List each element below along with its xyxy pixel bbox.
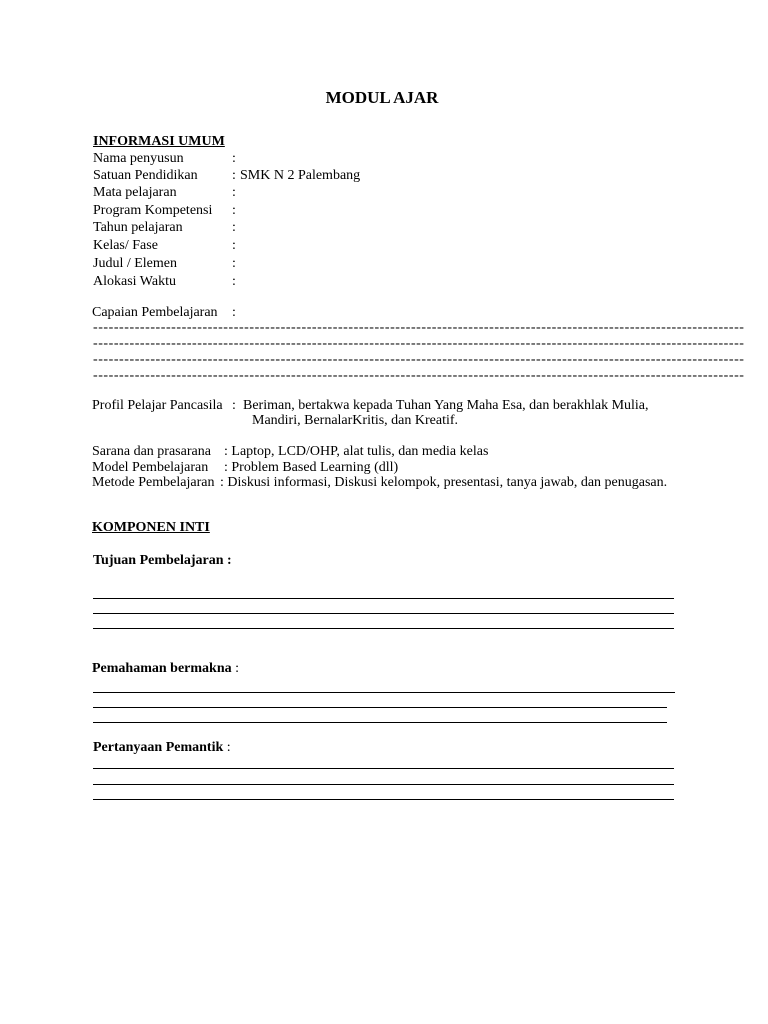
pemahaman-blank-line — [93, 722, 667, 723]
field-label-program-kompetensi: Program Kompetensi — [93, 203, 213, 218]
field-label-tahun-pelajaran: Tahun pelajaran — [93, 220, 183, 235]
profil-value-line1: Beriman, bertakwa kepada Tuhan Yang Maha Esa, dan berakhlak Mulia, — [243, 398, 649, 413]
tujuan-blank-line — [93, 628, 674, 629]
tujuan-label: Tujuan Pembelajaran : — [93, 553, 232, 568]
pemahaman-row — [92, 661, 239, 677]
section-heading-komponen-inti: KOMPONEN INTI — [92, 520, 210, 535]
metode-value: : Diskusi informasi, Diskusi kelompok, presentasi, tanya jawab, dan penugasan. — [220, 475, 668, 490]
model-label: Model Pembelajaran — [92, 460, 209, 475]
capaian-label: Capaian Pembelajaran — [92, 305, 218, 320]
field-label-nama-penyusun: Nama penyusun — [93, 151, 184, 166]
pertanyaan-blank-line — [93, 768, 674, 769]
capaian-colon: : — [232, 305, 236, 320]
model-value: : Problem Based Learning (dll) — [224, 460, 399, 475]
capaian-dash-line: ----------------------------------------------------------------------------------------------------------------------------- — [93, 352, 745, 367]
pemahaman-blank-line — [93, 692, 675, 693]
profil-label: Profil Pelajar Pancasila — [92, 398, 223, 413]
sarana-label: Sarana dan prasarana — [92, 444, 211, 459]
field-colon: : — [232, 151, 236, 166]
pemahaman-colon: : — [235, 661, 240, 676]
field-label-kelas-fase: Kelas/ Fase — [93, 238, 158, 253]
capaian-dash-line: ----------------------------------------------------------------------------------------------------------------------------- — [93, 336, 745, 351]
profil-value-line2: Mandiri, BernalarKritis, dan Kreatif. — [252, 413, 459, 428]
field-label-alokasi-waktu: Alokasi Waktu — [93, 274, 176, 289]
pertanyaan-colon: : — [226, 740, 231, 755]
pertanyaan-blank-line — [93, 799, 674, 800]
field-colon: : — [232, 168, 236, 183]
capaian-dash-line: ----------------------------------------------------------------------------------------------------------------------------- — [93, 368, 745, 383]
pertanyaan-row — [93, 740, 231, 756]
field-colon: : — [232, 220, 236, 235]
metode-label: Metode Pembelajaran — [92, 475, 215, 490]
field-colon: : — [232, 203, 236, 218]
pemahaman-blank-line — [93, 707, 667, 708]
field-colon: : — [232, 185, 236, 200]
profil-colon: : — [232, 398, 236, 413]
tujuan-blank-line — [93, 598, 674, 599]
field-colon: : — [232, 238, 236, 253]
capaian-dash-line: ----------------------------------------------------------------------------------------------------------------------------- — [93, 320, 745, 335]
pertanyaan-blank-line — [93, 784, 674, 785]
field-colon: : — [232, 256, 236, 271]
document-title: MODUL AJAR — [325, 88, 439, 107]
field-label-satuan-pendidikan: Satuan Pendidikan — [93, 168, 198, 183]
pemahaman-label: Pemahaman bermakna — [92, 661, 232, 676]
field-colon: : — [232, 274, 236, 289]
field-value-satuan-pendidikan: SMK N 2 Palembang — [240, 168, 361, 183]
sarana-value: : Laptop, LCD/OHP, alat tulis, dan media kelas — [224, 444, 489, 459]
field-label-mata-pelajaran: Mata pelajaran — [93, 185, 177, 200]
section-heading-informasi-umum: INFORMASI UMUM — [93, 134, 225, 149]
tujuan-blank-line — [93, 613, 674, 614]
pertanyaan-label: Pertanyaan Pemantik — [93, 740, 224, 755]
field-label-judul-elemen: Judul / Elemen — [93, 256, 177, 271]
